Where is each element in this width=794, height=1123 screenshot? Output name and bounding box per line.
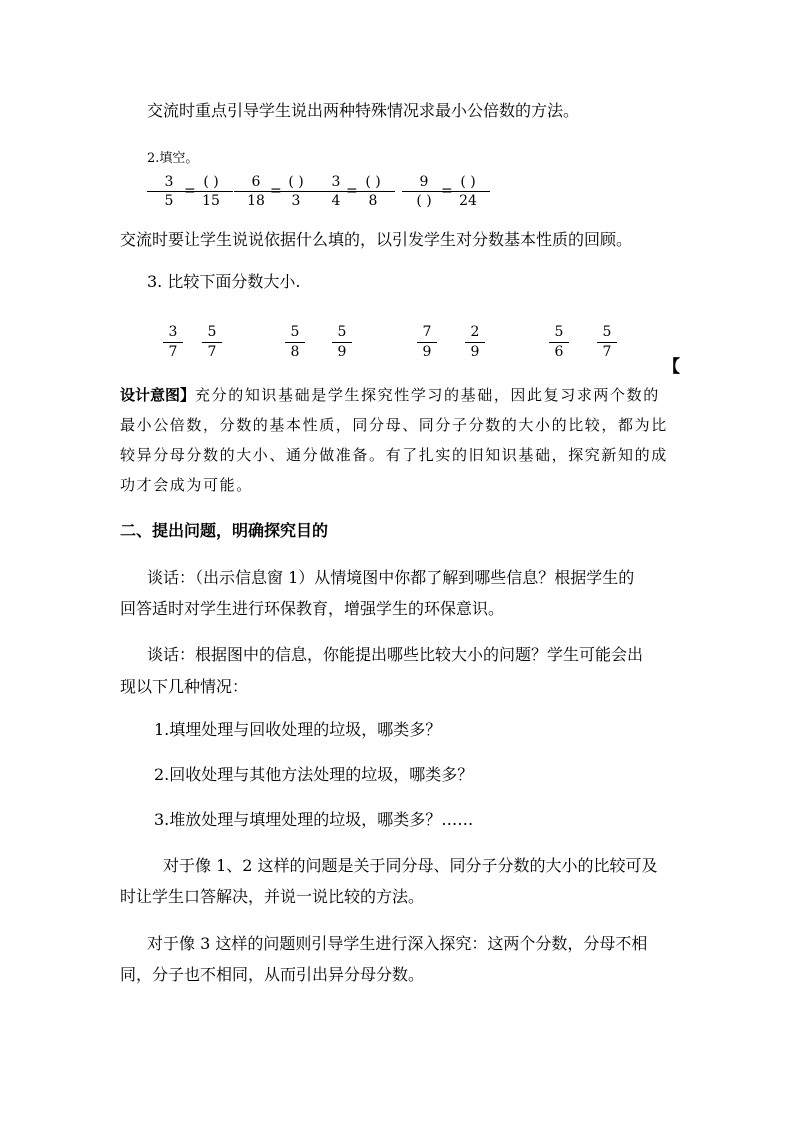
equals-sign: = xyxy=(441,183,453,199)
numerator: 9 xyxy=(419,174,429,190)
equals-sign: = xyxy=(270,183,282,199)
design-intent-line: 充分的知识基础是学生探究性学习的基础，因此复习求两个数的 xyxy=(195,386,660,404)
denominator: 8 xyxy=(368,193,378,209)
fraction xyxy=(202,324,222,361)
talk-2-line: 谈话：根据图中的信息，你能提出哪些比较大小的问题？学生可能会出 xyxy=(147,645,644,664)
numerator: 5 xyxy=(290,324,300,340)
fraction xyxy=(597,324,617,361)
denominator: 3 xyxy=(291,193,301,209)
fraction xyxy=(417,324,437,361)
numerator: ( ) xyxy=(288,174,304,190)
fraction xyxy=(446,174,490,209)
design-intent-line: 功才会成为可能。 xyxy=(120,476,253,494)
question-2-title: 2.填空。 xyxy=(147,151,199,166)
numerator: 7 xyxy=(422,324,432,340)
denominator: 7 xyxy=(602,344,612,360)
design-intent-line: 较异分母分数的大小、通分做准备。有了扎实的旧知识基础，探究新知的成 xyxy=(120,446,668,464)
design-intent-line: 最小公倍数，分数的基本性质，同分母、同分子分数的大小的比较，都为比 xyxy=(120,416,668,434)
review-paragraph: 交流时要让学生说说依据什么填的，以引发学生对分数基本性质的回顾。 xyxy=(120,230,633,249)
fraction xyxy=(163,324,183,361)
numerator: 5 xyxy=(554,324,564,340)
numerator: ( ) xyxy=(365,174,381,190)
denominator: 6 xyxy=(554,344,564,360)
fraction xyxy=(402,174,446,209)
denominator: 9 xyxy=(337,344,347,360)
denominator: 7 xyxy=(168,344,178,360)
numerator: 5 xyxy=(207,324,217,340)
fraction xyxy=(274,174,318,209)
fraction xyxy=(285,324,305,361)
numerator: 3 xyxy=(331,174,341,190)
numerator: 3 xyxy=(168,324,178,340)
numerator: 3 xyxy=(164,174,174,190)
numerator: 2 xyxy=(470,324,480,340)
intro-paragraph: 交流时重点引导学生说出两种特殊情况求最小公倍数的方法。 xyxy=(147,101,580,120)
design-intent-label: 设计意图】 xyxy=(120,386,196,404)
section-heading: 二、提出问题，明确探究目的 xyxy=(120,521,329,540)
denominator: 5 xyxy=(164,193,174,209)
numerator: 6 xyxy=(251,174,261,190)
paragraph-line: 对于像 3 这样的问题则引导学生进行深入探究：这两个分数，分母不相 xyxy=(147,934,648,953)
talk-1-line: 回答适时对学生进行环保教育，增强学生的环保意识。 xyxy=(120,599,505,618)
numerator: ( ) xyxy=(460,174,476,190)
paragraph-line: 时让学生口答解决，并说一说比较的方法。 xyxy=(120,887,425,906)
question-3-title: 3. 比较下面分数大小. xyxy=(147,272,301,291)
bracket-open: 【 xyxy=(663,357,680,377)
paragraph-line: 同，分子也不相同，从而引出异分母分数。 xyxy=(120,965,425,984)
denominator: 9 xyxy=(422,344,432,360)
talk-2-line: 现以下几种情况： xyxy=(120,677,249,696)
fraction xyxy=(351,174,395,209)
fraction xyxy=(465,324,485,361)
equals-sign: = xyxy=(184,183,196,199)
denominator: 9 xyxy=(470,344,480,360)
denominator: 24 xyxy=(459,193,477,209)
equals-sign: = xyxy=(346,183,358,199)
denominator: 4 xyxy=(331,193,341,209)
list-item: 3.堆放处理与填埋处理的垃圾，哪类多？…… xyxy=(154,810,474,829)
denominator: 8 xyxy=(290,344,300,360)
fraction xyxy=(549,324,569,361)
design-intent xyxy=(120,380,680,500)
numerator: 5 xyxy=(337,324,347,340)
numerator: 5 xyxy=(602,324,612,340)
denominator: 18 xyxy=(247,193,265,209)
denominator: 15 xyxy=(202,193,220,209)
denominator: ( ) xyxy=(416,193,432,209)
fraction xyxy=(332,324,352,361)
denominator: 7 xyxy=(207,344,217,360)
list-item: 2.回收处理与其他方法处理的垃圾，哪类多？ xyxy=(154,765,474,784)
numerator: ( ) xyxy=(203,174,219,190)
fraction xyxy=(189,174,233,209)
talk-1-line: 谈话：（出示信息窗 1）从情境图中你都了解到哪些信息？根据学生的 xyxy=(147,568,635,587)
paragraph-line: 对于像 1、2 这样的问题是关于同分母、同分子分数的大小的比较可及 xyxy=(163,856,658,875)
list-item: 1.填埋处理与回收处理的垃圾，哪类多？ xyxy=(154,720,442,739)
